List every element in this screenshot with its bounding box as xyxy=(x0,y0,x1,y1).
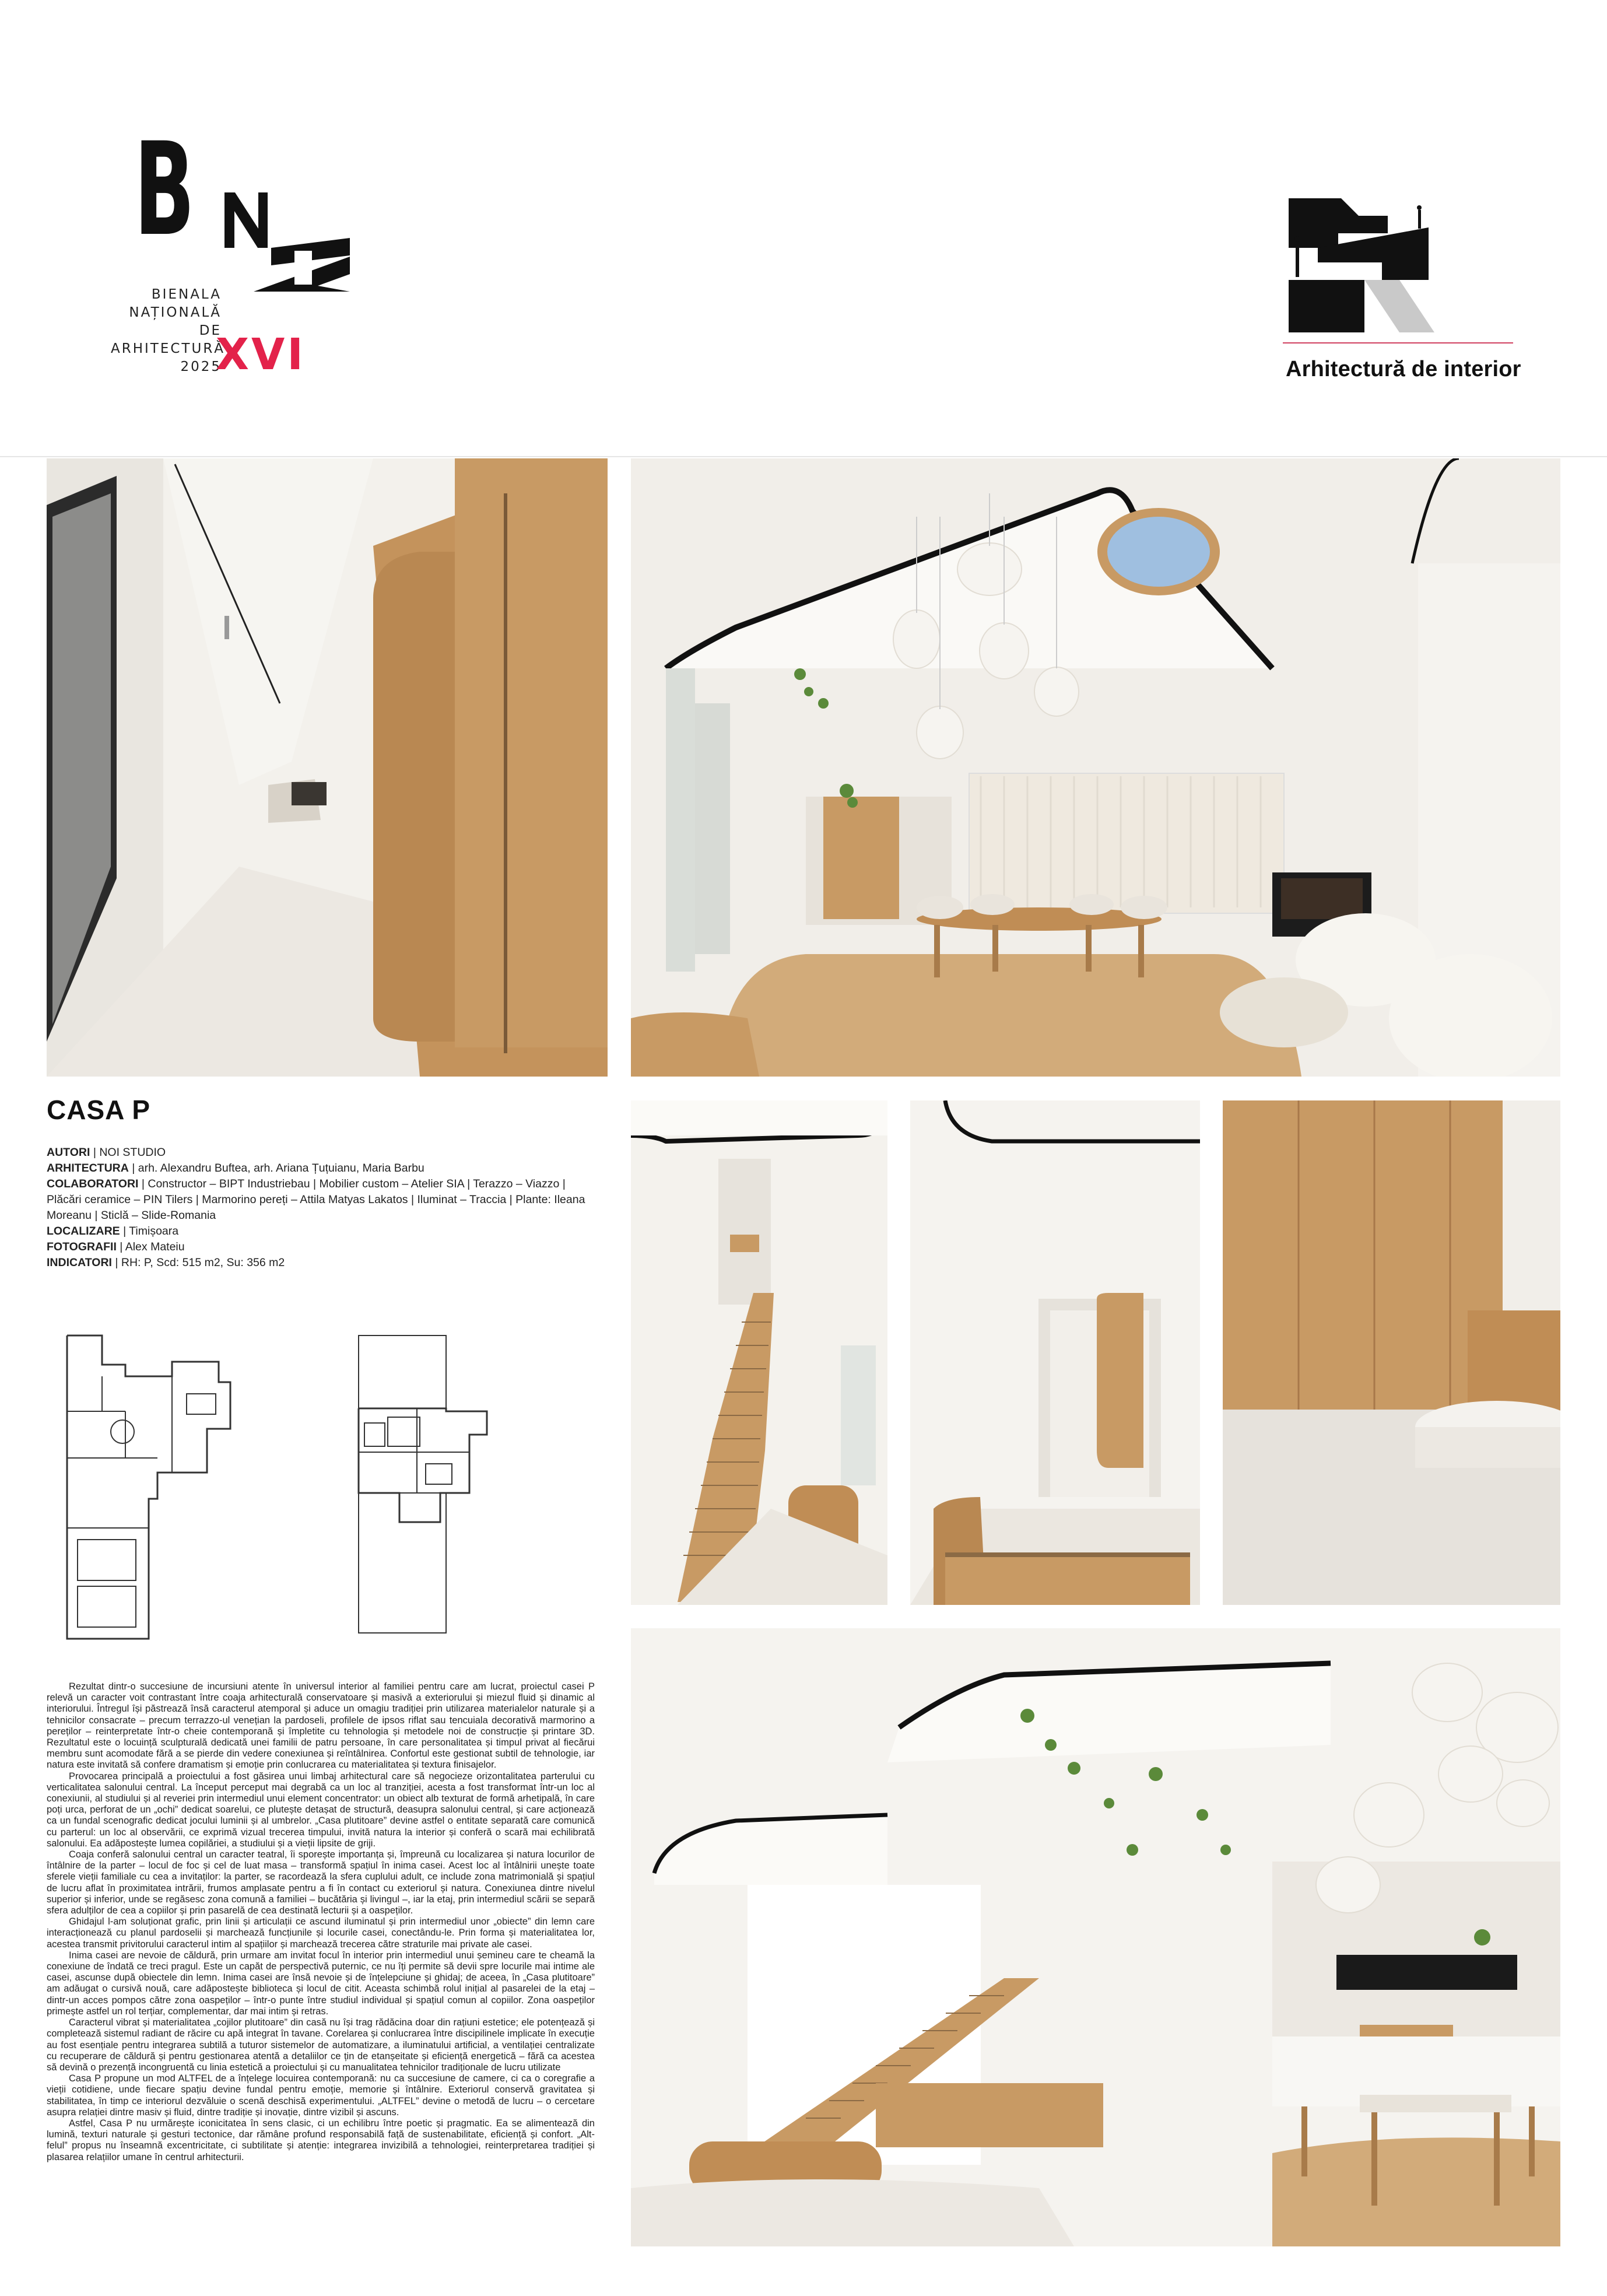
credit-value: RH: P, Scd: 515 m2, Su: 356 m2 xyxy=(121,1256,285,1269)
oak-volume-photo xyxy=(1223,1100,1560,1605)
edition-label: XVI xyxy=(216,329,306,380)
credit-line: ARHITECTURA | arh. Alexandru Buftea, arh. Ariana Țuțuianu, Maria Barbu xyxy=(47,1162,424,1175)
project-title: CASA P xyxy=(47,1095,151,1125)
paragraph: Ghidajul l-am soluționat grafic, prin linii și articulații ce ascund iluminatul și prin intermediul unor „obiecte” din lemn care interacționează cu planul pardoselii și marchează funcțiunile și locurile casei, conectându-le. Prin forma și materialitatea lor, acestea transmit privitorului caracterul intim al spațiilor și marchează trecerea către straturile mai private ale casei. xyxy=(47,1916,595,1950)
upper-floor-plan xyxy=(359,1335,487,1633)
logo-line: DE xyxy=(199,323,222,338)
credit-value: Timișoara xyxy=(129,1225,179,1238)
floor-plans xyxy=(55,1330,609,1656)
doorway-photo xyxy=(910,1100,1200,1605)
living-photo xyxy=(631,458,1560,1077)
credit-value: Alex Mateiu xyxy=(125,1240,185,1253)
corridor-photo xyxy=(47,458,608,1077)
credit-value: Constructor – BIPT Industriebau | Mobilier custom – Atelier SIA | Terazzo – Viazzo | Plăcări ceramice – PIN Tilers | Marmorino pereți – Attila Matyas Lakatos | Iluminat – Traccia | Plante: Ileana Moreanu | Sticlă – Slide-Romania xyxy=(47,1177,585,1222)
logo-line: ARHITECTURĂ xyxy=(111,341,226,356)
interior-architecture-icon xyxy=(1283,192,1434,344)
credit-label: FOTOGRAFII xyxy=(47,1240,117,1253)
logo-text xyxy=(111,286,226,376)
credit-label: INDICATORI xyxy=(47,1256,112,1269)
credit-value: arh. Alexandru Buftea, arh. Ariana Țuțuianu, Maria Barbu xyxy=(138,1162,424,1175)
paragraph: Caracterul vibrat și materialitatea „cojilor plutitoare” din casă nu își trag rădăcina doar din rațiuni estetice; ele potențează și completează sistemul radiant de răcire cu apă integrat în tavane. Corelarea și conlucrarea între discipilinele implicate în execuție au fost esențiale pentru integrarea subtilă a tuturor sistemelor de automatizare, a iluminatului artificial, a ventilației centralizate cu recuperare de căldură și pentru gestionarea atentă a detaliilor ce țin de etanșeitate și eficiență energetică – fără ca acestea să devină o prezență incongruentă cu linia estetică a proiectului și cu manualitatea tehnicilor tradiționale de lucru utilizate xyxy=(47,2017,595,2073)
logo-na-mark xyxy=(224,192,350,292)
paragraph: Provocarea principală a proiectului a fost găsirea unui limbaj arhitectural care să negocieze orizontalitatea parterului cu verticalitatea salonului central. La început perceput mai degrabă ca un loc al tranziției, acesta a fost transformat într-un loc al conexiunii, al studiului și al reveriei prin intermediul unui element concentrator: un obiect alb texturat de formă arhetipală, în care poți urca, perforat de un „ochi” dedicat soarelui, ce plutește detașat de structură, deasupra salonului central, și care acționează ca un fundal scenografic dedicat jocului luminii și al umbrelor. „Casa plutitoare” devine astfel o entitate separată care comunică cu parterul: un loc al observării, ce exprimă vizual trecerea timpului, invită natura la interior și conferă o scară mai echilibrată salonului. Ea adăpostește lumea copilăriei, a studiului și a vieții lipsite de griji. xyxy=(47,1771,595,1849)
credit-label: AUTORI xyxy=(47,1146,90,1159)
header-divider xyxy=(0,456,1607,457)
project-description xyxy=(47,1681,595,2163)
stair-photo-1 xyxy=(631,1100,887,1605)
credit-value: NOI STUDIO xyxy=(99,1146,166,1159)
paragraph: Astfel, Casa P nu urmărește iconicitatea în sens clasic, ci un echilibru între poetic și pragmatic. Ea se alimentează din lumină, texturi naturale și gesturi tectonice, dar rămâne profund responsabilă față de sustenabilitate, eficiență și confort. „Alt-felul” propus nu înseamnă excentricitate, ci subtilitate și atenție: integrarea invizibilă a tehnologiei, reinterpretarea tradiției și plasarea relațiilor umane în centrul arhitecturii. xyxy=(47,2118,595,2162)
credit-line: INDICATORI | RH: P, Scd: 515 m2, Su: 356 m2 xyxy=(47,1256,285,1269)
section-underline xyxy=(1283,342,1513,343)
logo-line: 2025 xyxy=(180,359,222,374)
paragraph: Rezultat dintr-o succesiune de incursiuni atente în universul interior al familiei pentru care am lucrat, proiectul casei P relevă un caracter voit contrastant între coaja arhitecturală conservatoare și masivă a exteriorului și miezul fluid și dinamic al interiorului. Întregul își păstrează însă caracterul atemporal și aduce un omagiu tradiției prin utilizarea materialelor naturale și a tehnicilor consacrate – precum terrazzo-ul venețian la pardoseli, profilele de ipsos riflat sau tencuiala decorativă marmorino a pereților – reinterpretate într-o cheie contemporană și împletite cu tehnologia și metodele noi de construcție și printare 3D. Rezultatul este o locuință sculpturală dedicată unei familii de patru persoane, în care personalitatea și timpul privat al fiecărui membru sunt acomodate fără a se pierde din vedere conexiunea și reîntâlnirea. Confortul este gestionat subtil de tehnologie, iar natura este invitată să confere dramatism și emoție prin conlucrarea cu materialitatea și textura finisajelor. xyxy=(47,1681,595,1771)
credit-label: LOCALIZARE xyxy=(47,1225,120,1238)
logo-letter-b: B xyxy=(134,115,195,264)
logo-line: NAȚIONALĂ xyxy=(129,305,222,320)
logo-line: BIENALA xyxy=(151,287,222,302)
credit-line: LOCALIZARE | Timișoara xyxy=(47,1225,179,1238)
section-label: Arhitectură de interior xyxy=(1286,357,1521,381)
paragraph: Inima casei are nevoie de căldură, prin urmare am invitat focul în interior prin intermediul unui șemineu care te cheamă la conexiune de îndată ce treci pragul. Este un capăt de perspectivă puternic, ce nu îți permite să devii spre locurile mai intime ale casei, ascunse după obiectele din lemn. Inima casei are însă nevoie și de înțelepciune și ghidaj; de aceea, în „Casa plutitoare” am adăugat o cursivă nouă, care adăpostește biblioteca și locul de citit. Aceasta schimbă rolul inițial al pasarelei de la etaj – dintr-un acces pompos către zona oaspeților – într-o punte între studiul individual și spațiul comun al copiilor. Zona oaspeților primește astfel un rol terțiar, complementar, dar mai intim și retras. xyxy=(47,1950,595,2017)
stair-dining-photo xyxy=(631,1628,1560,2246)
credit-label: ARHITECTURA xyxy=(47,1162,129,1175)
ground-floor-plan xyxy=(67,1335,230,1639)
credit-line: AUTORI | NOI STUDIO xyxy=(47,1146,166,1159)
paragraph: Casa P propune un mod ALTFEL de a înțelege locuirea contemporană: nu ca succesiune de camere, ci ca o coregrafie a vieții cotidiene, unde fiecare spațiu devine fundal pentru emoție, memorie și întâlnire. Exteriorul conservă gravitatea și stabilitatea, în timp ce interiorul dezvăluie o scenă deschisă experimentului. „ALTFEL” devine o metodă de lucru – o cercetare asupra relației dintre masiv și fluid, dintre tradiție și inovație, dintre vizibil și ascuns. xyxy=(47,2073,595,2118)
credit-label: COLABORATORI xyxy=(47,1177,139,1190)
credits-block xyxy=(47,1145,601,1271)
credit-line: FOTOGRAFII | Alex Mateiu xyxy=(47,1240,185,1253)
credit-line: COLABORATORI | Constructor – BIPT Industriebau | Mobilier custom – Atelier SIA | Terazzo – Viazzo | Plăcări ceramice – PIN Tilers | Marmorino pereți – Attila Matyas Lakatos | Iluminat – Traccia | Plante: Ileana Moreanu | Sticlă – Slide-Romania xyxy=(47,1177,585,1222)
paragraph: Coaja conferă salonului central un caracter teatral, îi sporește importanța și, împreună cu localizarea și natura locurilor de întâlnire de la parter – locul de foc și cel de luat masa – transformă spațiul în inima casei. Acest loc al întâlnirii unește toate sferele vieții familiale cu cea a invitaților: la parter, se racordează la sfera cuplului adult, ce include zona matrimonială și spațiul de lucru aflat în proximitatea intrării, frumos amplasate pentru a fi în contact cu exteriorul și natura. Conexiunea dintre nivelul superior și inferior, unde se regăsesc zona comună a familiei – bucătăria și livingul –, iar la etaj, prin intermediul scării se separă sfera adulților de cea a copiilor și prin pasarelă de cea destinată lecturii și a oaspeților. xyxy=(47,1849,595,1916)
